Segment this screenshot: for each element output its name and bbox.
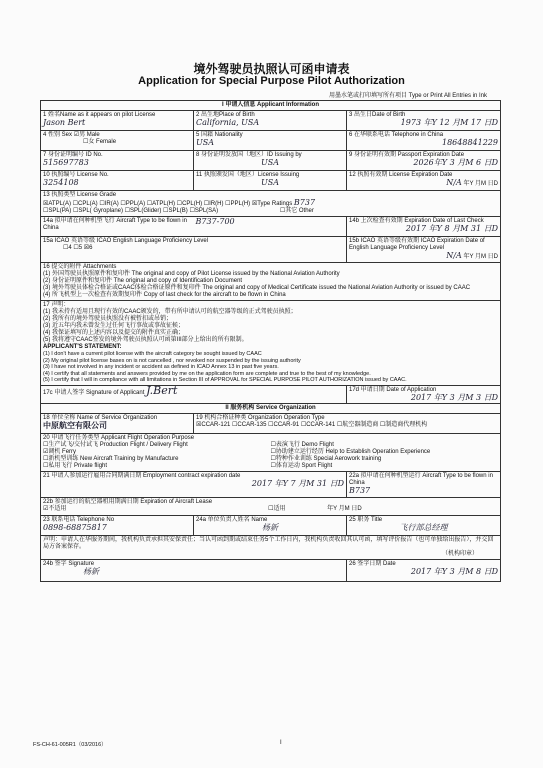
license-exp-field[interactable]: [347, 171, 501, 191]
statement-line-en: (1) I don't have a current pilot license with the aircraft category be sought issued by CAAC: [43, 351, 262, 357]
passport-exp-field[interactable]: [347, 151, 501, 171]
aircraft-type-value-cell[interactable]: [194, 217, 347, 237]
phone-china-field[interactable]: [347, 131, 501, 151]
icao-level-field[interactable]: [41, 237, 347, 263]
id-no-value: 515697783: [43, 158, 89, 167]
page-number: I: [280, 740, 282, 746]
sex-female-option: ☐女 Female: [83, 139, 117, 145]
org-declaration-text: 声明：申请人在华服务期间，我机构负责承担其安保责任；当认可函到期或结束任务5个工作日内，我机构负责收回其认可函，填写评价报告（也可单独给出报告），并交回局方备案保存。: [43, 536, 494, 550]
statement-line-en: (3) I have not involved in any incident or accident as defined in ICAO Annex 13 in past five years.: [43, 364, 279, 370]
flight-purpose-field[interactable]: [41, 433, 501, 471]
last-check-value: 2017 年Y 8 月M 31 日D: [405, 224, 498, 233]
icao-exp-field[interactable]: [347, 237, 501, 263]
icao-exp-label: 15b ICAO 英语等级有效期 ICAO Expiration Date of English Language Proficiency Level: [349, 238, 485, 251]
org-phone-field[interactable]: [41, 515, 194, 535]
license-issuer-value: USA: [261, 178, 279, 187]
license-issuer-label: 11 执照颁发国（地区）License Issuing: [196, 172, 300, 178]
org-signature-label: 24b 签字 Signature: [43, 560, 95, 567]
org-type-options: ☒CCAR-121 ☐CCAR-135 ☐CCAR-91 ☐CCAR-141 ☐航空器制造商 ☐制造商代理机构: [196, 421, 428, 428]
form-title-cn: 境外驾驶员执照认可函申请表: [193, 62, 350, 76]
name-value: Jason Bert: [43, 118, 86, 127]
purpose-demo-option[interactable]: ☐表演飞行 Demo Flight: [270, 441, 334, 448]
license-grade-label: 13 执照类型 License Grade: [43, 192, 117, 198]
purpose-aerowork-option[interactable]: ☐特种作业训练 Special Aerowork training: [270, 455, 382, 462]
dob-value: 1973 年Y 12 月M 17 日D: [400, 118, 498, 127]
nationality-value: USA: [196, 138, 214, 147]
license-exp-value: N/A: [446, 178, 462, 187]
org-type-field[interactable]: [194, 413, 501, 433]
org-signature-field[interactable]: [41, 559, 347, 581]
sex-label: 4 性别 Sex: [43, 132, 73, 138]
license-exp-label: 12 执照有效期 License Expiration Date: [349, 172, 453, 178]
phone-china-value: 18648841229: [442, 138, 498, 147]
statement-line: (1) 我未持有适用且现行有效的CAAC颁发的，带有所申请认可的航空器等级的正式驾驶员执照；: [43, 309, 297, 315]
aircraft-type-field[interactable]: [41, 217, 194, 237]
org-name-value: 中原航空有限公司: [43, 419, 107, 430]
signature-date-label: 26 签字日期 Date: [349, 560, 396, 567]
license-no-value: 3254108: [43, 178, 79, 187]
phone-china-label: 6 在华联系电话 Telephone in China: [349, 132, 444, 138]
statement-line-en: (5) I certify that I will in compliance with all limitations in Section III of APPROVAL for SPECIAL PURPOSE PILOT AUTHORIZATION issued by CAAC.: [43, 377, 407, 383]
license-grade-options-1: ☒ATPL(A) ☐CPL(A) ☐IR(A) ☐PPL(A) ☐ATPL(H) ☐CPL(H) ☐IR(H) ☐PPL(H): [43, 201, 251, 207]
license-grade-field[interactable]: [41, 191, 501, 217]
nationality-label: 5 国籍 Nationality: [196, 132, 243, 138]
org-phone-label: 23 联系电话 Telephone No: [43, 516, 115, 523]
form-table: [40, 100, 501, 582]
id-no-label: 7 身份证明编号 ID No.: [43, 152, 103, 158]
id-issuer-label: 8 身份证明发放国（地区）ID Issuing by: [196, 152, 302, 158]
statement-line-en: (4) I certify that all statements and answers provided by me on the application form are complete and true to the best of my knowledge.: [43, 370, 371, 377]
aircraft-type-22a-field[interactable]: [347, 471, 501, 497]
other-option: ☐其它 Other: [279, 208, 314, 214]
lease-exp-field[interactable]: [41, 497, 501, 515]
statement-line: (3) 近五年内我未曾发生过任何飞行事故或事故征候；: [43, 323, 185, 329]
nationality-field[interactable]: [194, 131, 347, 151]
purpose-production-option[interactable]: ☐生产试飞/交付试飞 Production Flight / Delivery Flight: [43, 441, 188, 448]
license-grade-options-2: ☐SPL(PA) ☐SPL( Gyroplane) ☐SPL(Glider) ☐SPL(B) ☐SPL(SA): [43, 208, 219, 214]
id-issuer-field[interactable]: [194, 151, 347, 171]
ink-note: 用墨水笔或打印填写所有项目 Type or Print All Entries in Ink: [328, 93, 487, 99]
purpose-training-option[interactable]: ☐新机型训练 New Aircraft Training by Manufacture: [43, 455, 179, 462]
applicant-signature: J.Bert: [146, 385, 178, 397]
attachments-section: [41, 263, 501, 301]
last-check-label: 14b 上次检查有效期 Expiration Date of Last Check: [349, 218, 484, 224]
aircraft-type-label: 14a 拟申请在何种机型飞行 Aircraft Type to be flown in China: [43, 218, 187, 231]
aircraft-type-22a-label: 22a 拟申请在何种机型运行 Aircraft Type to be flown in China: [349, 472, 493, 486]
birthplace-field[interactable]: [194, 111, 347, 131]
attachment-item: (3) 境外驾驶员体检合格证或CAAC体检合格证原件和复印件 The original and copy of Medical Certificate issued the National Aviation Authority or issued by CAAC: [43, 285, 471, 291]
application-date-value: 2017 年Y 3 月M 3 日D: [410, 392, 498, 402]
org-declaration: [41, 535, 501, 559]
responsible-title-value: 飞行部总经理: [399, 522, 448, 532]
application-date-label: 17d 申请日期 Date of Application: [349, 386, 437, 393]
contract-exp-label: 21 申请人参加运行雇用合同期满日期 Employment contract expiration date: [43, 472, 241, 479]
icao-exp-value: N/A: [446, 251, 462, 260]
dob-field[interactable]: [347, 111, 501, 131]
passport-exp-value: 2026年Y 3 月M 6 日D: [413, 158, 498, 167]
responsible-name-label: 24a 单位负责人姓名 Name: [196, 516, 268, 523]
sex-male-option: ☑男 Male: [73, 132, 100, 138]
statement-section: [41, 301, 501, 386]
sex-field[interactable]: [41, 131, 194, 151]
application-date-field[interactable]: [347, 385, 501, 403]
responsible-title-field[interactable]: [347, 515, 501, 535]
responsible-name-value: 杨新: [262, 522, 278, 532]
icao-level-options: ☐4 ☐5 ☒6: [63, 245, 93, 251]
purpose-ferry-option[interactable]: ☑调机 Ferry: [43, 448, 77, 455]
id-no-field[interactable]: [41, 151, 194, 171]
purpose-private-option[interactable]: ☐私用飞行 Private flight: [43, 462, 108, 469]
applicant-signature-label: 17c 申请人签字 Signature of Applicant: [43, 389, 145, 396]
last-check-field[interactable]: [347, 217, 501, 237]
contract-exp-value: 2017 年Y 7 月M 31 日D: [251, 478, 344, 488]
attachments-title: 16 提交的附件 Attachments: [43, 264, 117, 270]
attachment-item: (4) 所飞机型上一次检查有效期复印件 Copy of last check for the aircraft to be flown in China: [43, 292, 286, 298]
org-seal-placeholder: （机构印章）: [441, 550, 478, 557]
name-label: 1 姓名Name as it appears on pilot License: [43, 112, 156, 118]
icao-level-label: 15a ICAO 英语等级 ICAO English Language Proficiency Level: [43, 238, 209, 244]
statement-heading-en: APPLICANT'S STATEMENT:: [43, 344, 122, 350]
icao-exp-date-units: 年Y 月M 日D: [463, 254, 498, 260]
attachment-item: (2) 身份证明原件和复印件 The original and copy of Identification Document: [43, 278, 243, 284]
type-ratings-value: B737: [293, 198, 316, 207]
org-name-field[interactable]: [41, 413, 194, 433]
statement-title: 17 声明：: [43, 302, 70, 308]
purpose-sport-option[interactable]: ☐体育运动 Sport Flight: [270, 462, 333, 469]
license-issuer-field[interactable]: [194, 171, 347, 191]
lease-date-units: 年Y 月M 日D: [327, 505, 362, 512]
passport-exp-label: 9 身份证明有效期 Passport Expiration Date: [349, 152, 465, 158]
birthplace-value: California, USA: [196, 118, 260, 127]
purpose-experience-option[interactable]: ☐协助建立运行经历 Help to Establish Operation Experience: [270, 448, 431, 455]
signature-date-field[interactable]: [347, 559, 501, 581]
aircraft-type-22a-value: B737: [349, 485, 371, 495]
lease-not-applicable-option[interactable]: ☑不适用: [43, 505, 67, 512]
attachment-item: (1) 外国驾驶员执照原件和复印件 The original and copy of Pilot License issued by the National Aviation Authority: [43, 271, 340, 277]
signature-date-value: 2017 年Y 3 月M 8 日D: [410, 566, 498, 576]
statement-line: (4) 我保证填写的上述内容以及提交的附件真实正确；: [43, 330, 185, 336]
contract-exp-field[interactable]: [41, 471, 347, 497]
birthplace-label: 2 出生地Place of Birth: [196, 112, 255, 118]
section-2-title: II 服务机构 Service Organization: [41, 403, 501, 413]
type-ratings-option: ☒Type Ratings: [251, 201, 293, 207]
flight-purpose-label: 20 申请飞行任务类型 Applicant Flight Operation Purpose: [43, 434, 195, 441]
applicant-signature-field[interactable]: [41, 385, 347, 403]
license-no-label: 10 执照编号 License No.: [43, 172, 109, 178]
org-type-label: 19 机构合格证种类 Organization Operation Type: [196, 414, 325, 421]
section-1-title: I 申请人信息 Applicant Information: [41, 101, 501, 111]
responsible-name-field[interactable]: [194, 515, 347, 535]
org-signature: 杨新: [83, 566, 99, 576]
form-title-en: Application for Special Purpose Pilot Authorization: [138, 75, 405, 87]
statement-line: (2) 我所有的境外驾驶员执照没有被暂扣或吊销；: [43, 316, 173, 322]
org-phone-value: 0898-68875817: [43, 522, 107, 532]
aircraft-type-value: B737-700: [195, 217, 235, 226]
id-issuer-value: USA: [261, 158, 279, 167]
lease-applicable-option[interactable]: ☐适用: [268, 505, 286, 512]
statement-line-en: (2) My original pilot license bases on is not cancelled , nor revoked nor suspended by the issuing authority: [43, 357, 301, 364]
form-code: FS-CH-61-005R1（03/2016）: [33, 742, 107, 748]
statement-line: (5) 我将遵守CAAC签发的境外驾驶员执照认可函第III部分上给出的所有限制。: [43, 337, 248, 343]
name-field[interactable]: [41, 111, 194, 131]
license-no-field[interactable]: [41, 171, 194, 191]
org-name-label: 18 单位全称 Name of Service Organization: [43, 414, 158, 421]
lease-exp-label: 22b 参加运行的航空器租用期满日期 Expiration of Aircraft Lease: [43, 498, 213, 505]
dob-label: 3 出生日Date of Birth: [349, 112, 406, 118]
license-exp-date-units: 年Y 月M 日D: [463, 181, 498, 187]
responsible-title-label: 25 职务 Title: [349, 516, 383, 523]
